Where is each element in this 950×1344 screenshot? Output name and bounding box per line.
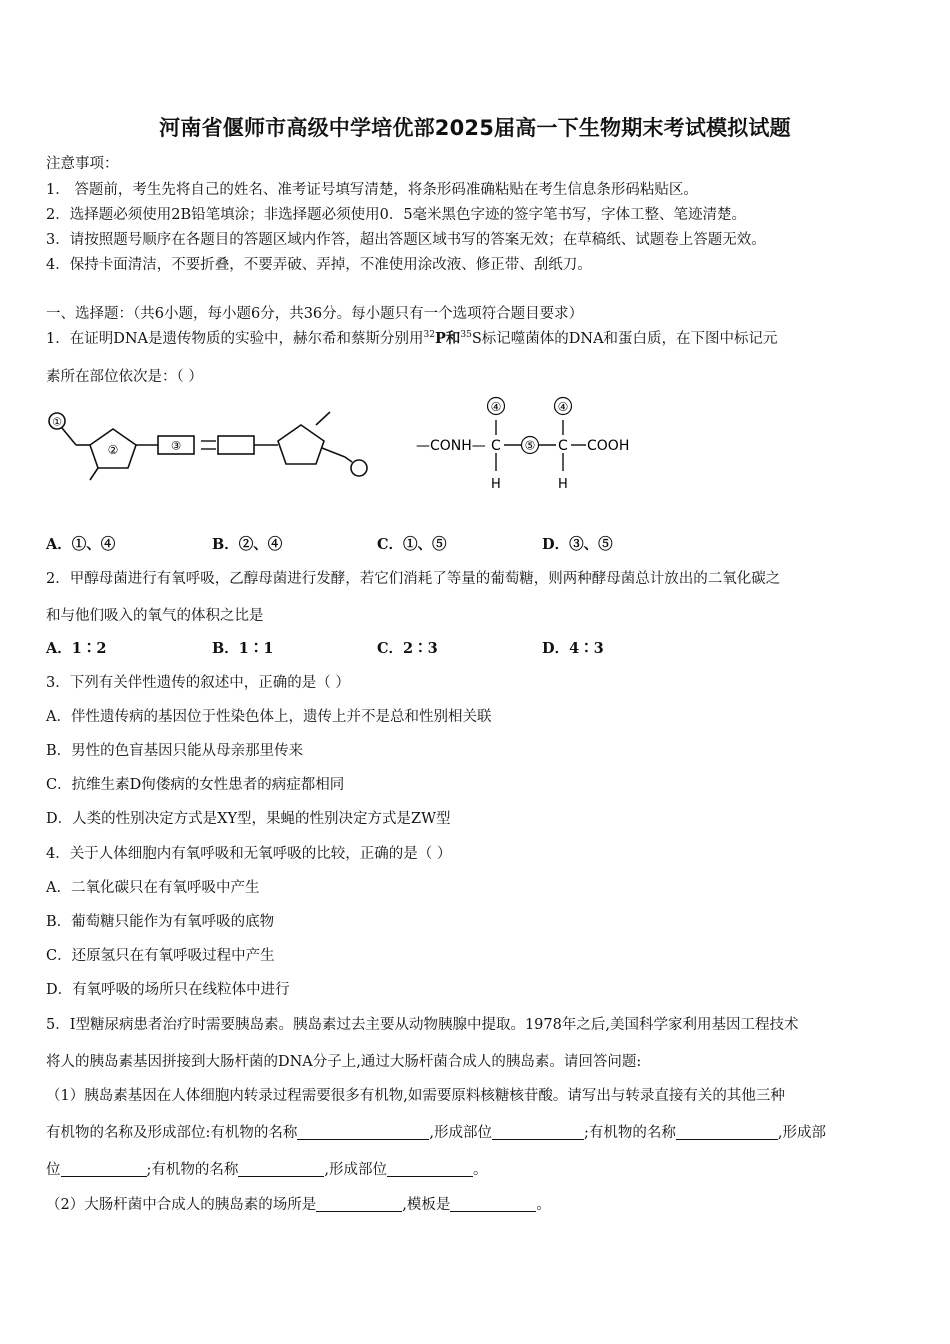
- label-1: ①: [52, 415, 62, 429]
- q2-option-d: D．4∶3: [542, 640, 604, 657]
- q3-option-a: A．伴性遗传病的基因位于性染色体上，遗传上并不是总和性别相关联: [46, 709, 492, 725]
- question-1-text-cont: 素所在部位依次是：（ ）: [46, 369, 203, 385]
- q5-part-1-line-2: 有机物的名称及形成部位:有机物的名称 ,形成部位 ;有机物的名称 ,形成部: [46, 1125, 826, 1141]
- hydrogen-2: H: [558, 477, 568, 492]
- question-2-text: 2．甲醇母菌进行有氧呼吸，乙醇母菌进行发酵，若它们消耗了等量的葡萄糖，则两种酵母菌总计放出的二氧化碳之: [46, 571, 781, 587]
- notice-item-1: 1． 答题前，考生先将自己的姓名、准考证号填写清楚，将条形码准确粘贴在考生信息条形码粘贴区。: [46, 182, 698, 198]
- question-3-text: 3．下列有关伴性遗传的叙述中，正确的是（ ）: [46, 675, 350, 691]
- q1-option-d: D．③、⑤: [542, 536, 613, 553]
- answer-blank[interactable]: [676, 1125, 778, 1140]
- answer-blank[interactable]: [316, 1197, 402, 1212]
- cooh-group: COOH: [587, 438, 630, 454]
- notice-heading: 注意事项：: [46, 156, 119, 172]
- label-4b: ④: [557, 400, 569, 414]
- q4-option-b: B．葡萄糖只能作为有氧呼吸的底物: [46, 914, 275, 930]
- label-2: ②: [107, 443, 119, 457]
- q5-part-2: （2）大肠杆菌中合成人的胰岛素的场所是 ,模板是 。: [46, 1197, 551, 1213]
- carbon-1: C: [491, 438, 501, 454]
- q2-option-a: A．1∶2: [46, 640, 107, 657]
- carbon-2: C: [558, 438, 568, 454]
- q4-option-c: C．还原氢只在有氧呼吸过程中产生: [46, 948, 275, 964]
- answer-blank[interactable]: [387, 1162, 473, 1177]
- page-title: 河南省偃师市高级中学培优部2025届高一下生物期末考试模拟试题: [159, 116, 791, 140]
- notice-item-4: 4．保持卡面清洁，不要折叠，不要弄破、弄掉，不准使用涂改液、修正带、刮纸刀。: [46, 257, 592, 273]
- section-heading: 一、选择题：（共6小题，每小题6分，共36分。每小题只有一个选项符合题目要求）: [46, 306, 584, 322]
- q3-option-b: B．男性的色盲基因只能从母亲那里传来: [46, 743, 304, 759]
- label-4a: ④: [490, 400, 502, 414]
- q2-option-c: C．2∶3: [377, 640, 438, 657]
- question-4-text: 4．关于人体细胞内有氧呼吸和无氧呼吸的比较，正确的是（ ）: [46, 846, 452, 862]
- q4-option-a: A．二氧化碳只在有氧呼吸中产生: [46, 880, 260, 896]
- q3-option-c: C．抗维生素D佝偻病的女性患者的病症都相同: [46, 777, 345, 793]
- q5-part-1-line-3: 位 ;有机物的名称 ,形成部位 。: [46, 1162, 488, 1178]
- question-2-text-cont: 和与他们吸入的氧气的体积之比是: [46, 608, 264, 624]
- q3-option-d: D．人类的性别决定方式是XY型，果蝇的性别决定方式是ZW型: [46, 811, 451, 827]
- question-5-text-cont: 将人的胰岛素基因拼接到大肠杆菌的DNA分子上,通过大肠杆菌合成人的胰岛素。请回答问题:: [46, 1054, 642, 1070]
- label-3: ③: [170, 438, 182, 453]
- answer-blank[interactable]: [238, 1162, 324, 1177]
- conh-group: —CONH—: [416, 438, 486, 454]
- question-1-figure: [40, 392, 640, 504]
- q1-option-b: B．②、④: [212, 536, 283, 553]
- notice-item-3: 3．请按照题号顺序在各题目的答题区域内作答，超出答题区域书写的答案无效；在草稿纸、试题卷上答题无效。: [46, 232, 766, 248]
- answer-blank[interactable]: [492, 1125, 584, 1140]
- notice-item-2: 2．选择题必须使用2B铅笔填涂；非选择题必须使用0．5毫米黑色字迹的签字笔书写，字体工整、笔迹清楚。: [46, 207, 747, 223]
- question-1-text: 1．在证明DNA是遗传物质的实验中，赫尔希和蔡斯分别用$^{32}$P和$^{35}$S标记噬菌体的DNA和蛋白质，在下图中标记元: [46, 330, 778, 347]
- answer-blank[interactable]: [297, 1125, 429, 1140]
- q1-option-c: C．①、⑤: [377, 536, 447, 553]
- q4-option-d: D．有氧呼吸的场所只在线粒体中进行: [46, 982, 290, 998]
- answer-blank[interactable]: [450, 1197, 536, 1212]
- question-5-text: 5．Ⅰ型糖尿病患者治疗时需要胰岛素。胰岛素过去主要从动物胰腺中提取。1978年之后,美国科学家利用基因工程技术: [46, 1017, 799, 1033]
- q5-part-1: （1）胰岛素基因在人体细胞内转录过程需要很多有机物,如需要原料核糖核苷酸。请写出与转录直接有关的其他三种: [46, 1088, 785, 1104]
- label-5: ⑤: [524, 438, 536, 453]
- q2-option-b: B．1∶1: [212, 640, 274, 657]
- answer-blank[interactable]: [61, 1162, 147, 1177]
- hydrogen-1: H: [491, 477, 501, 492]
- q1-option-a: A．①、④: [46, 536, 116, 553]
